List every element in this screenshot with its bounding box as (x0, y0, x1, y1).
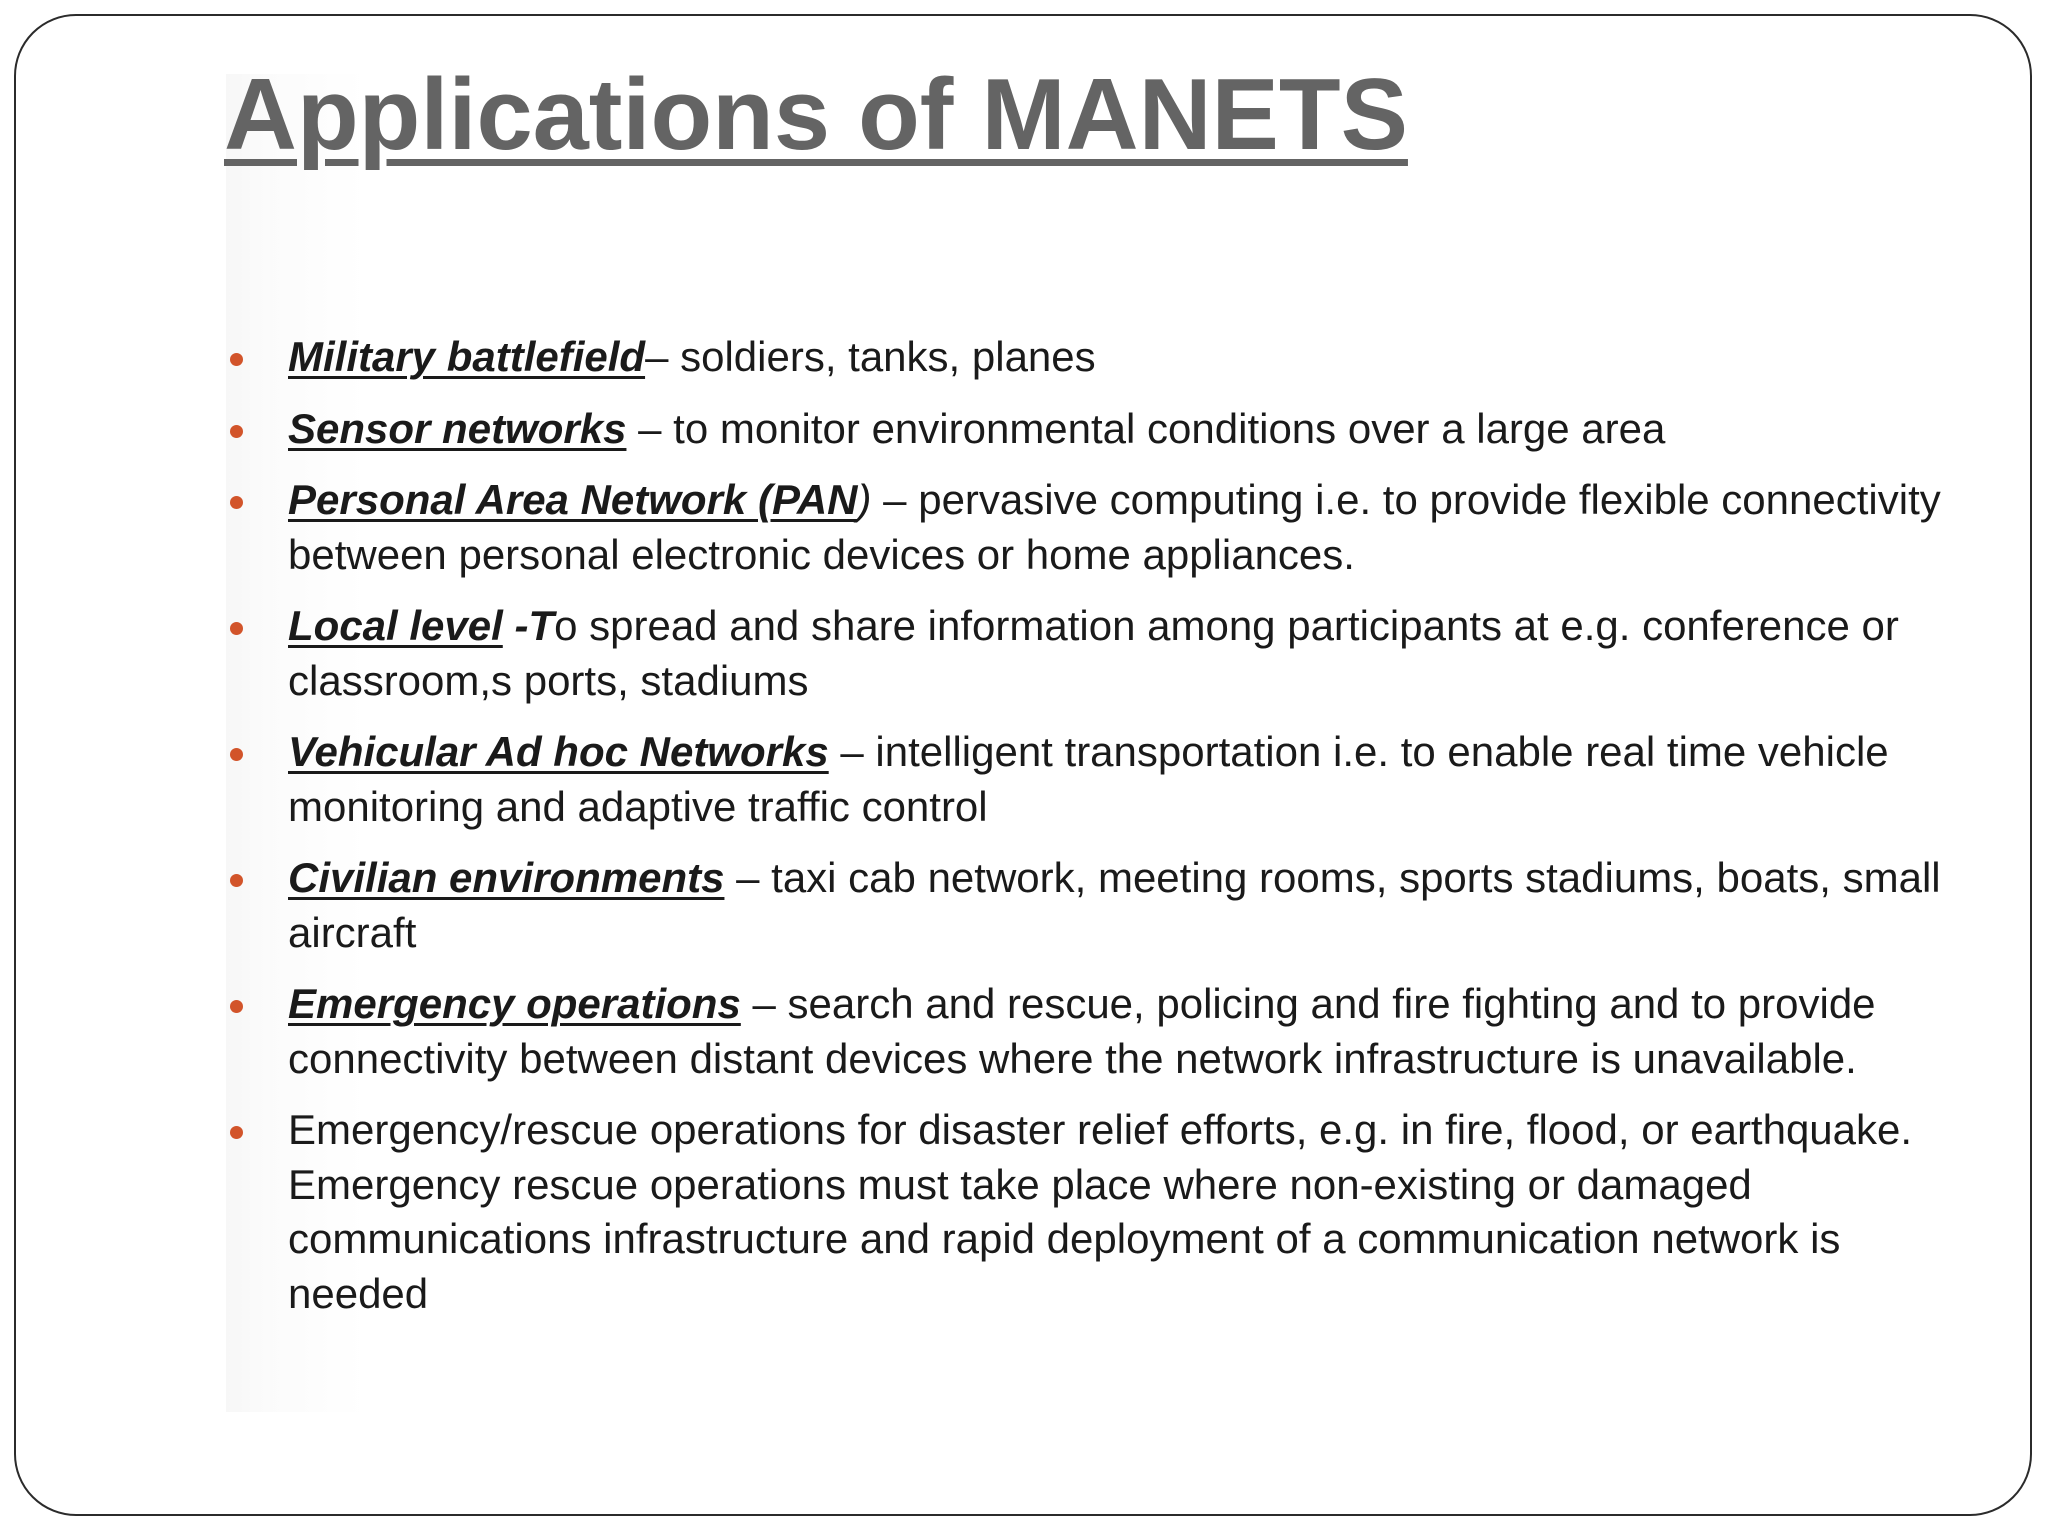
bullet-local-level (226, 599, 1946, 708)
bullet-vehicular-ad-hoc-networks (226, 725, 1946, 834)
bullet-text: – pervasive computing i.e. to provide flexible connectivity between personal electronic devices or home appliances. (288, 476, 1941, 578)
bullet-text: o spread and share information among participants at e.g. conference or classroom,s ports, stadiums (288, 602, 1899, 704)
bullet-text: – intelligent transportation i.e. to enable real time vehicle monitoring and adaptive traffic control (288, 728, 1889, 830)
bullet-text: Emergency/rescue operations for disaster relief efforts, e.g. in fire, flood, or earthquake. Emergency rescue operations must take place where non-existing or damaged communications infrastructure and rapid deployment of a communication network is needed (288, 1106, 1913, 1317)
bullet-text: – taxi cab network, meeting rooms, sports stadiums, boats, small aircraft (288, 854, 1941, 956)
bullet-term: Sensor networks (288, 404, 627, 452)
bullet-dot-icon (230, 496, 243, 509)
bullet-text: – soldiers, tanks, planes (645, 333, 1096, 380)
bullet-term-suffix: -T (502, 602, 555, 649)
bullet-emergency-rescue (226, 1103, 1946, 1321)
bullet-term: Vehicular Ad hoc Networks (288, 728, 829, 775)
bullet-text: – to monitor environmental conditions over a large area (626, 404, 1666, 452)
bullet-emergency-operations (226, 977, 1946, 1086)
bullet-personal-area-network (226, 473, 1946, 582)
bullet-dot-icon (230, 1126, 243, 1139)
bullet-term: Civilian environments (288, 854, 725, 901)
bullet-dot-icon (230, 748, 243, 761)
bullet-term: Personal Area Network (PAN (288, 476, 858, 523)
bullet-dot-icon (230, 622, 243, 635)
bullet-term: Emergency operations (288, 980, 741, 1027)
bullet-list (226, 330, 1946, 1338)
bullet-term: Military battlefield (288, 333, 646, 380)
bullet-sensor-networks (226, 402, 1946, 457)
bullet-dot-icon (230, 1000, 243, 1013)
bullet-dot-icon (230, 425, 243, 438)
bullet-dot-icon (230, 353, 243, 366)
bullet-term-suffix: ) (857, 476, 872, 523)
bullet-term: Local level (288, 602, 503, 649)
bullet-text: – search and rescue, policing and fire fighting and to provide connectivity between distant devices where the network infrastructure is unavailable. (288, 980, 1876, 1082)
bullet-civilian-environments (226, 851, 1946, 960)
bullet-dot-icon (230, 874, 243, 887)
bullet-military-battlefield (226, 330, 1946, 385)
slide-title: Applications of MANETS (224, 59, 1408, 171)
